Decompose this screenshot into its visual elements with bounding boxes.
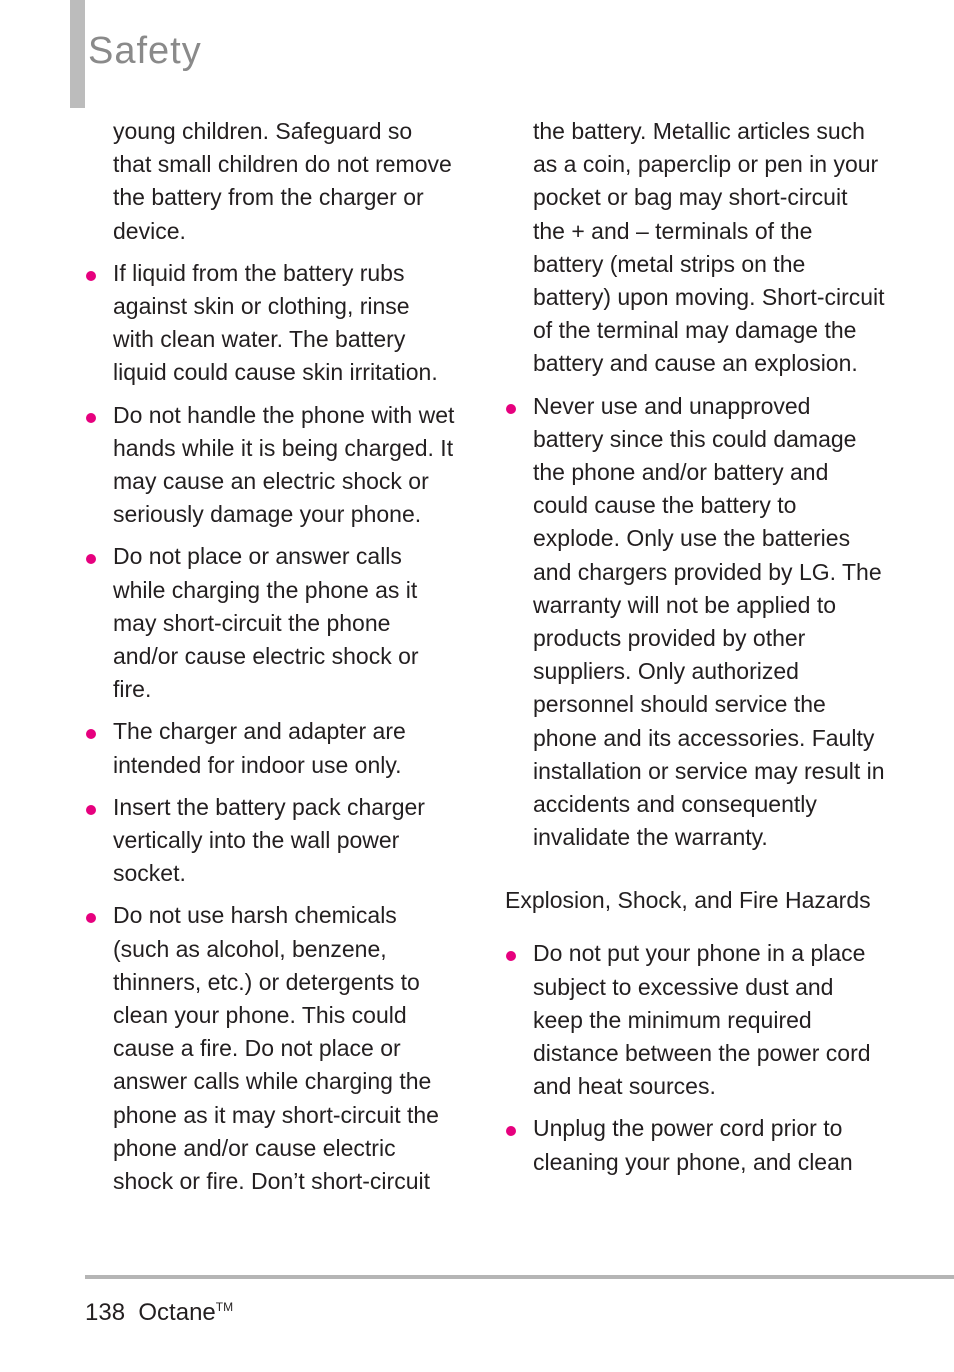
continuation-text: young children. Safeguard so that small children do not remove the battery from the charger or device.: [113, 118, 452, 244]
bullet-text: The charger and adapter are intended for indoor use only.: [113, 718, 406, 778]
bullet-item: [85, 715, 455, 781]
page-number: 138: [85, 1299, 126, 1326]
trademark-symbol: TM: [215, 1300, 234, 1314]
bullet-item: [85, 399, 455, 532]
bullet-text: Do not handle the phone with wet hands while it is being charged. It may cause an electric shock or seriously damage your phone.: [113, 401, 455, 528]
bullet-item: [85, 791, 455, 891]
bullet-item: [505, 390, 885, 855]
page-title: Safety: [88, 30, 202, 72]
header-accent-bar: [70, 0, 85, 108]
continuation-text: the battery. Metallic articles such as a coin, paperclip or pen in your pocket or bag may short-circuit the + and – terminals of the battery (metal strips on the battery) upon moving. Short-circuit of the terminal may damage the battery and cause an explosion.: [533, 118, 885, 377]
bullet-text: Never use and unapproved battery since this could damage the phone and/or battery and could cause the battery to explode. Only use the batteries and chargers provided by LG. The warranty will not be applied to products provided by other suppliers. Only authorized personnel should service the phone and its accessories. Faulty installation or service may result in accidents and consequently invalidate the warranty.: [533, 392, 885, 851]
bullet-item: [505, 937, 885, 1103]
bullet-icon: [506, 404, 516, 414]
bullet-text: Do not use harsh chemicals (such as alcohol, benzene, thinners, etc.) or detergents to clean your phone. This could cause a fire. Do not place or answer calls while charging the phone as it may short-circuit the phone and/or cause electric shock or fire. Don’t short-circuit: [113, 902, 439, 1195]
bullet-text: Do not put your phone in a place subject to excessive dust and keep the minimum required distance between the power cord and heat sources.: [533, 940, 871, 1100]
section-heading: Explosion, Shock, and Fire Hazards: [505, 887, 871, 914]
page-footer: [85, 1290, 233, 1330]
bullet-item: [85, 257, 455, 390]
bullet-text: Do not place or answer calls while charging the phone as it may short-circuit the phone and/or cause electric shock or fire.: [113, 543, 419, 703]
product-name: Octane: [138, 1299, 216, 1326]
bullet-text: If liquid from the battery rubs against skin or clothing, rinse with clean water. The battery liquid could cause skin irritation.: [113, 259, 438, 386]
footer-divider: [85, 1275, 954, 1279]
bullet-item: [85, 540, 455, 706]
bullet-icon: [86, 805, 96, 815]
bullet-text: Insert the battery pack charger vertically into the wall power socket.: [113, 793, 425, 887]
left-column: [85, 115, 455, 1207]
bullet-text: Unplug the power cord prior to cleaning your phone, and clean: [533, 1115, 853, 1175]
bullet-item: [505, 1112, 885, 1178]
bullet-item: [85, 899, 455, 1198]
right-column: [505, 115, 885, 1188]
bullet-icon: [86, 271, 96, 281]
bullet-icon: [86, 413, 96, 423]
